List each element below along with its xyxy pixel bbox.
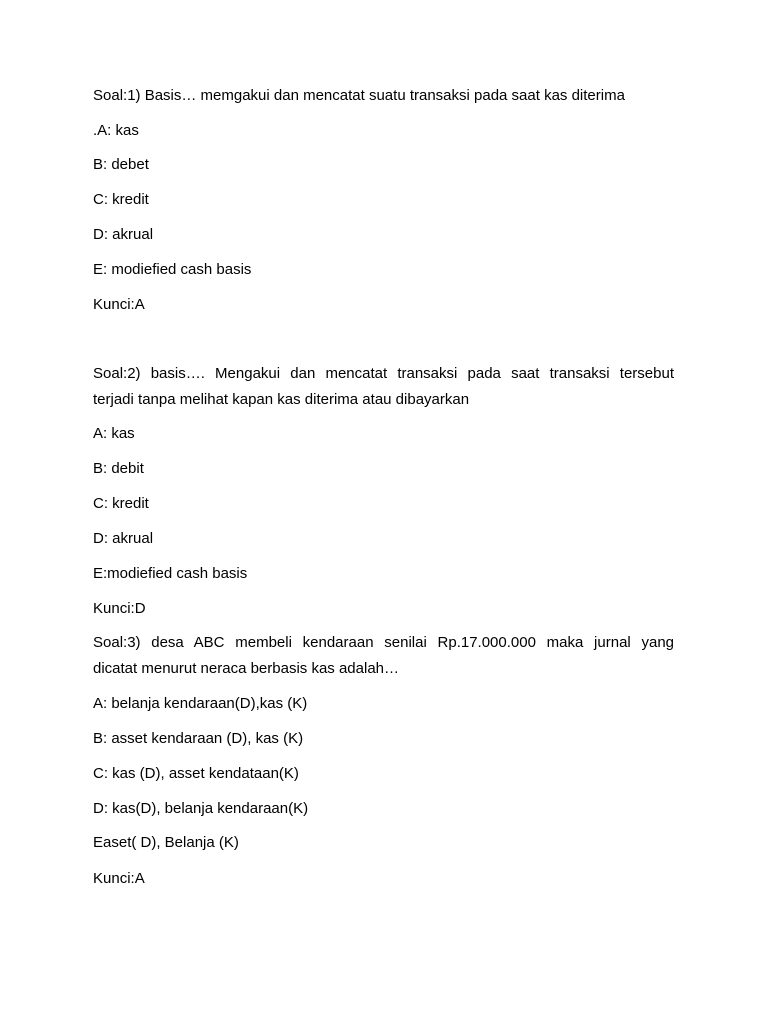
question-1-answer-key: Kunci:A <box>93 296 145 313</box>
question-3-text-line-2: dicatat menurut neraca berbasis kas adalah… <box>93 660 400 677</box>
question-1-option-a: .A: kas <box>93 122 139 139</box>
question-2-text-line-1: Soal:2) basis…. Mengakui dan mencatat transaksi pada saat transaksi tersebut <box>93 365 674 382</box>
question-1-option-c: C: kredit <box>93 191 149 208</box>
question-1-option-d: D: akrual <box>93 226 154 243</box>
question-2-answer-key: Kunci:D <box>93 600 146 617</box>
question-2-option-b: B: debit <box>93 460 144 477</box>
question-3-option-c: C: kas (D), asset kendataan(K) <box>93 765 299 782</box>
question-3-option-d: D: kas(D), belanja kendaraan(K) <box>93 800 309 817</box>
question-1-text: Soal:1) Basis… memgakui dan mencatat suatu transaksi pada saat kas diterima <box>93 87 625 104</box>
question-3-text-line-1: Soal:3) desa ABC membeli kendaraan senilai Rp.17.000.000 maka jurnal yang <box>93 634 674 651</box>
question-3-option-a: A: belanja kendaraan(D),kas (K) <box>93 695 308 712</box>
question-2-option-e: E:modiefied cash basis <box>93 565 248 582</box>
question-2-text <box>93 361 674 413</box>
question-2-option-c: C: kredit <box>93 495 149 512</box>
question-3-text <box>93 630 674 682</box>
question-1-option-e: E: modiefied cash basis <box>93 261 252 278</box>
question-3-answer-key: Kunci:A <box>93 870 145 887</box>
question-2-option-d: D: akrual <box>93 530 154 547</box>
question-3-option-e: Easet( D), Belanja (K) <box>93 834 239 851</box>
question-1-option-b: B: debet <box>93 156 149 173</box>
question-3-option-b: B: asset kendaraan (D), kas (K) <box>93 730 304 747</box>
question-2-option-a: A: kas <box>93 425 135 442</box>
question-2-text-line-2: terjadi tanpa melihat kapan kas diterima atau dibayarkan <box>93 391 470 408</box>
